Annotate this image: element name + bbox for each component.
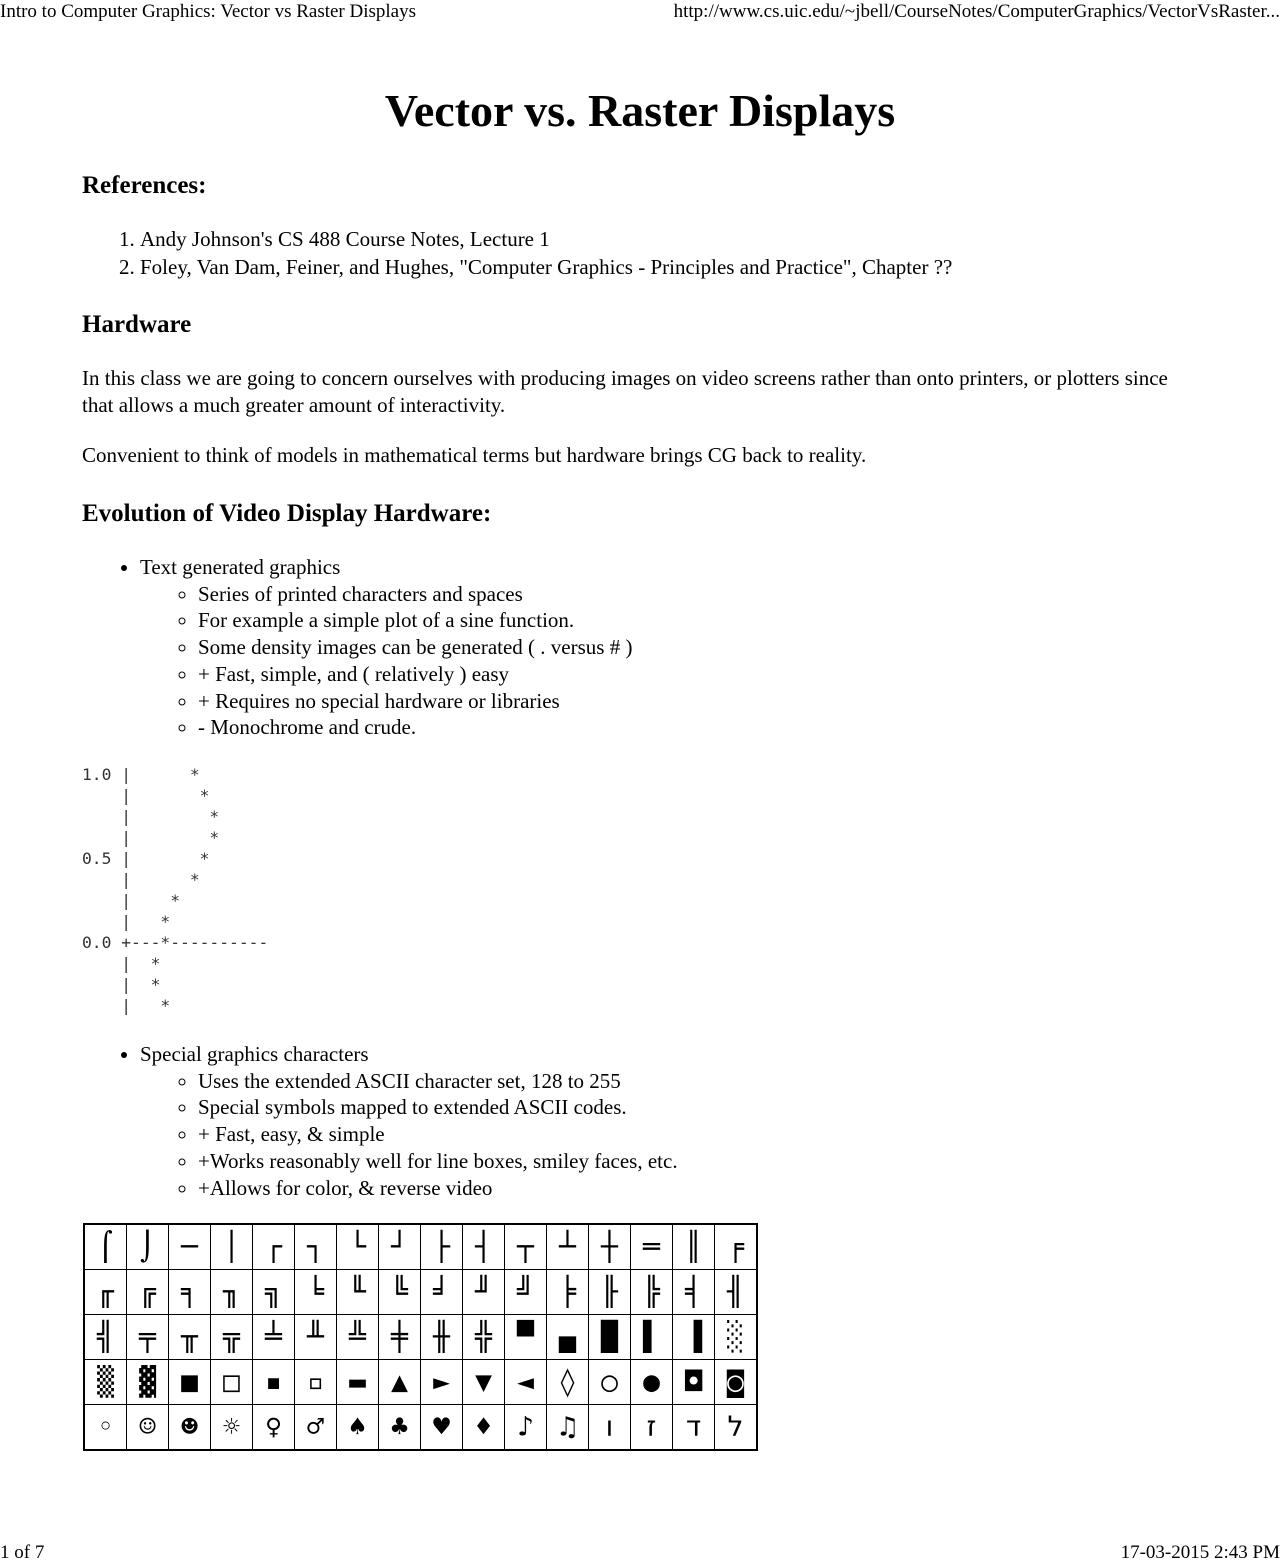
glyph-cell: ד [673,1405,715,1451]
evolution-heading: Evolution of Video Display Hardware: [82,500,492,527]
glyph-cell: ╫ [421,1315,463,1360]
glyph-cell: ╦ [211,1315,253,1360]
glyph-cell: ▼ [463,1360,505,1405]
glyph-cell: ▫ [295,1360,337,1405]
hardware-paragraph: In this class we are going to concern ourselves with producing images on video screens rather than onto printers, or plotters since that allows a much greater amount of interactivity. [82,366,1168,417]
print-footer-page: 1 of 7 [0,1542,45,1563]
glyph-cell: ┴ [547,1224,589,1270]
glyph-cell: █ [589,1315,631,1360]
glyph-cell: ► [421,1360,463,1405]
glyph-cell: ╗ [253,1270,295,1315]
glyph-cell: ▬ [337,1360,379,1405]
glyph-row [84,1360,757,1405]
glyph-cell: ╢ [715,1270,758,1315]
glyph-cell: ♂ [295,1405,337,1451]
glyph-row [84,1315,757,1360]
glyph-cell: ├ [421,1224,463,1270]
glyph-cell: ▲ [379,1360,421,1405]
glyph-cell: ◊ [547,1360,589,1405]
glyph-cell: ╤ [127,1315,169,1360]
glyph-cell: ╟ [589,1270,631,1315]
glyph-cell: ◦ [84,1405,127,1451]
glyph-cell: ╛ [421,1270,463,1315]
glyph-cell: ☻ [169,1405,211,1451]
glyph-cell: ▄ [547,1315,589,1360]
glyph-cell: ─ [169,1224,211,1270]
glyph-cell: ▀ [505,1315,547,1360]
glyph-cell: ◘ [673,1360,715,1405]
glyph-row [84,1270,757,1315]
glyph-cell: ♠ [337,1405,379,1451]
glyph-cell: ו [589,1405,631,1451]
glyph-cell: □ [211,1360,253,1405]
glyph-cell: ╕ [169,1270,211,1315]
glyph-cell: │ [211,1224,253,1270]
glyph-cell: ז [631,1405,673,1451]
glyph-cell: ♀ [253,1405,295,1451]
glyph-cell: ▌ [631,1315,673,1360]
list-item: ◦ + Fast, simple, and ( relatively ) easy [198,661,632,688]
text-graphics-item [140,554,632,741]
text-graphics-subitems [140,581,632,741]
glyph-cell: ╧ [253,1315,295,1360]
glyph-cell: ♣ [379,1405,421,1451]
glyph-cell: ╩ [337,1315,379,1360]
glyph-cell: ╡ [673,1270,715,1315]
hardware-paragraph: Convenient to think of models in mathematical terms but hardware brings CG back to reality. [82,443,867,467]
glyph-cell: ● [631,1360,673,1405]
glyph-cell: ▒ [84,1360,127,1405]
glyph-cell: ■ [169,1360,211,1405]
glyph-cell: ╞ [547,1270,589,1315]
special-graphics-subitems [140,1068,678,1202]
glyph-cell: ░ [715,1315,758,1360]
glyph-cell: ▐ [673,1315,715,1360]
glyph-cell: ┌ [253,1224,295,1270]
ascii-sine-plot: 1.0 | * | * | * | * 0.5 | * | * | * | * 0.0 +---*---------- | * | * | * [82,765,269,1015]
glyph-cell: ┼ [589,1224,631,1270]
glyph-cell: ♦ [463,1405,505,1451]
list-item: ◦ Some density images can be generated ( . versus # ) [198,634,632,661]
text-graphics-label: Text generated graphics [140,555,341,579]
glyph-cell: ╙ [337,1270,379,1315]
glyph-cell: ♥ [421,1405,463,1451]
glyph-cell: ▪ [253,1360,295,1405]
glyph-cell: ☼ [211,1405,253,1451]
extended-ascii-glyph-table [83,1223,758,1451]
references-heading: References: [82,172,207,199]
glyph-cell: ☺ [127,1405,169,1451]
glyph-cell: ╖ [211,1270,253,1315]
glyph-cell: ╨ [295,1315,337,1360]
glyph-cell: ○ [589,1360,631,1405]
glyph-cell: ╣ [84,1315,127,1360]
glyph-cell: ╝ [505,1270,547,1315]
list-item: ◦ +Allows for color, & reverse video [198,1175,678,1202]
glyph-cell: ┘ [379,1224,421,1270]
glyph-cell: ╓ [84,1270,127,1315]
glyph-cell: ♪ [505,1405,547,1451]
special-graphics-item [140,1041,678,1201]
hardware-heading: Hardware [82,311,192,338]
glyph-cell: ┤ [463,1224,505,1270]
special-graphics-list [82,1041,678,1201]
glyph-cell: ╪ [379,1315,421,1360]
print-header-title: Intro to Computer Graphics: Vector vs Raster Displays [0,1,416,22]
glyph-cell: ║ [673,1224,715,1270]
glyph-cell: ◄ [505,1360,547,1405]
list-item: ◦ Series of printed characters and spaces [198,581,632,608]
glyph-cell: ┐ [295,1224,337,1270]
list-item: ◦ Uses the extended ASCII character set, 128 to 255 [198,1068,678,1095]
glyph-cell: ╘ [295,1270,337,1315]
print-header-url: http://www.cs.uic.edu/~jbell/CourseNotes/ComputerGraphics/VectorVsRaster... [673,1,1280,22]
list-item: ◦ + Fast, easy, & simple [198,1121,678,1148]
glyph-row [84,1224,757,1270]
glyph-cell: ◙ [715,1360,758,1405]
glyph-cell: └ [337,1224,379,1270]
glyph-cell: ╬ [463,1315,505,1360]
references-list [82,225,952,281]
glyph-cell: ╚ [379,1270,421,1315]
special-graphics-label: Special graphics characters [140,1042,369,1066]
glyph-cell: ל [715,1405,758,1451]
glyph-cell: ╒ [715,1224,758,1270]
list-item: ◦ Special symbols mapped to extended ASCII codes. [198,1094,678,1121]
list-item: ◦ +Works reasonably well for line boxes, smiley faces, etc. [198,1148,678,1175]
glyph-cell: ╥ [169,1315,211,1360]
glyph-cell: ╔ [127,1270,169,1315]
glyph-cell: ♫ [547,1405,589,1451]
reference-item: 2. Foley, Van Dam, Feiner, and Hughes, "Computer Graphics - Principles and Practice", Chapter ?? [140,253,952,281]
glyph-cell: ═ [631,1224,673,1270]
glyph-cell: ╠ [631,1270,673,1315]
list-item: ◦ For example a simple plot of a sine function. [198,607,632,634]
glyph-cell: ⌡ [127,1224,169,1270]
glyph-cell: ╜ [463,1270,505,1315]
glyph-cell: ▓ [127,1360,169,1405]
list-item: ◦ + Requires no special hardware or libraries [198,688,632,715]
list-item: ◦ - Monochrome and crude. [198,714,632,741]
glyph-cell: ┬ [505,1224,547,1270]
reference-item: 1. Andy Johnson's CS 488 Course Notes, Lecture 1 [140,225,952,253]
glyph-cell: ⌠ [84,1224,127,1270]
text-graphics-list [82,554,632,741]
page-title: Vector vs. Raster Displays [384,85,896,136]
print-footer-datetime: 17-03-2015 2:43 PM [1120,1542,1280,1563]
glyph-row [84,1405,757,1451]
